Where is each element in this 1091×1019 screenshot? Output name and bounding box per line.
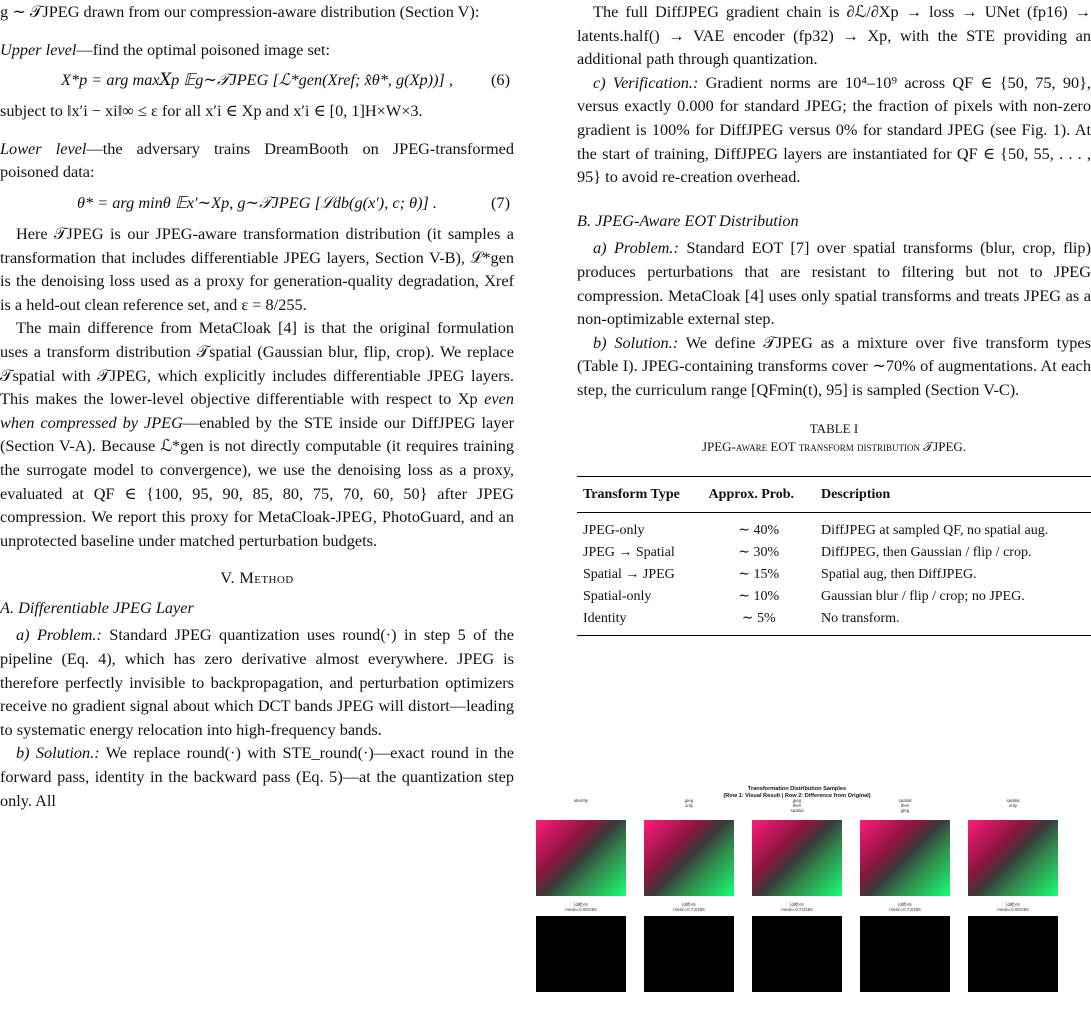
gradient-chain-paragraph: The full DiffJPEG gradient chain is ∂ℒ/∂Xp → loss → UNet (fp16) → latents.half() → VAE encoder (fp32) → Xp, with the STE providing an additional path through quantization.	[577, 2, 1091, 69]
panel-label-bottom: |diff|×5 mean=0.00/255	[997, 902, 1029, 912]
panel-label-top: spatial only	[1006, 798, 1020, 808]
table-cell: DiffJPEG, then Gaussian / flip / crop.	[820, 545, 1032, 561]
panel-label-bottom: |diff|×5 mean=0.74/255	[673, 902, 705, 912]
a-problem-paragraph	[0, 623, 514, 741]
figure-title-line-1: Transformation Distribution Samples	[747, 786, 847, 792]
intro-text: g ∼ 𝒯JPEG drawn from our compression-aware distribution (Section V):	[0, 2, 480, 21]
para2-emphasis: even when compressed by JPEG	[0, 389, 514, 432]
lower-level-text: —the adversary trains DreamBooth on JPEG-transformed poisoned data:	[0, 138, 514, 182]
a-solution-paragraph	[0, 741, 514, 812]
table-row	[577, 513, 1091, 543]
table-row	[577, 564, 1091, 586]
verification-paragraph	[577, 71, 1091, 189]
right-column	[577, 0, 1091, 636]
difference-image	[860, 916, 950, 992]
table-cell: ∼ 5%	[703, 608, 815, 636]
b-problem-paragraph	[577, 236, 1091, 330]
subsection-a-heading: A. Differentiable JPEG Layer	[0, 597, 194, 617]
para2-part-b: —enabled by the STE inside our DiffJPEG layer (Section V-A). Because ℒ*gen is not directly computable (it requires training the surrogate model to convergence), we use the denoising loss as a proxy, evaluated at QF ∈ {100, 95, 90, 85, 80, 75, 70, 60, 50} after JPEG compression. We report this proxy for MetaCloak-JPEG, PhotoGuard, and an unprotected baseline under matched perturbation budgets.	[0, 412, 514, 550]
table-header: Description	[815, 476, 1091, 513]
difference-image	[968, 916, 1058, 992]
table-row	[577, 542, 1091, 564]
table-cell: Spatial → JPEG	[583, 567, 675, 583]
table-header: Approx. Prob.	[703, 476, 815, 513]
lower-level-line	[0, 137, 514, 184]
verification-text: Gradient norms are 10⁴–10⁹ across QF ∈ {50, 75, 90}, versus exactly 0.000 for standard JPEG; the fraction of pixels with non-zero gradient is 100% for DiffJPEG versus 0% for standard JPEG (see Fig. 1). At the start of training, DiffJPEG layers are instantiated for QF ∈ {50, 55, . . . , 95} to avoid re-creation overhead.	[577, 72, 1091, 187]
difference-image	[752, 916, 842, 992]
subject-to-text: subject to ‖x′i − xi‖∞ ≤ ε for all x′i ∈ Xp and x′i ∈ [0, 1]H×W×3.	[0, 101, 423, 121]
equation-7-number: (7)	[491, 193, 510, 213]
table-cell: No transform.	[815, 608, 1091, 636]
equation-6-number: (6)	[491, 70, 510, 90]
panel-label-top: spatial then jpeg	[898, 798, 912, 813]
table-row	[577, 608, 1091, 636]
paragraph-main-difference	[0, 316, 514, 552]
visual-result-image	[536, 820, 626, 896]
table-cell: ∼ 40%	[738, 523, 780, 539]
para2-part-a: The main difference from MetaCloak [4] is that the original formulation uses a transform distribution 𝒯spatial (Gaussian blur, flip, crop). We replace 𝒯spatial with 𝒯JPEG, which explicitly includes differentiable JPEG layers. This makes the lower-level objective differentiable with respect to Xp	[0, 318, 514, 409]
upper-level-text: —find the optimal poisoned image set:	[76, 39, 331, 59]
table-cell: Spatial aug, then DiffJPEG.	[820, 567, 977, 583]
table-cell: ∼ 15%	[738, 567, 780, 583]
table-header: Transform Type	[577, 476, 703, 513]
paragraph-here: Here 𝒯JPEG is our JPEG-aware transformation distribution (it samples a transformation that includes differentiable JPEG layers, Section V-B), ℒ*gen is the denoising loss used as a proxy for generation-quality degradation, Xref is a held-out clean reference set, and ε = 8/255.	[0, 223, 514, 314]
left-column	[0, 0, 514, 812]
table-cell: Gaussian blur / flip / crop; no JPEG.	[820, 589, 1025, 605]
difference-image	[536, 916, 626, 992]
table-cell: JPEG-only	[583, 523, 645, 539]
equation-6-body: X*p = arg max𝑋p 𝔼g∼𝒯JPEG [ℒ*gen(Xref; x̂θ*, g(Xp))] ,	[61, 70, 453, 90]
section-heading-method: V. Method	[220, 568, 294, 588]
table-cell: Spatial-only	[583, 589, 652, 605]
a-problem-text: Standard JPEG quantization uses round(·) in step 5 of the pipeline (Eq. 4), which has zero derivative almost everywhere. JPEG is therefore perfectly invisible to backpropagation, and perturbation optimizers receive no gradient signal about which DCT bands JPEG will distort—leading to systematic energy relocation into high-frequency bands.	[0, 625, 515, 739]
transform-distribution-table	[577, 476, 1091, 637]
a-solution-label: b) Solution.:	[16, 743, 100, 763]
panel-label-top: jpeg then spatial	[790, 798, 804, 813]
visual-result-image	[752, 820, 842, 896]
table-cell: ∼ 10%	[738, 589, 780, 605]
transformation-samples-figure	[536, 786, 1058, 1012]
panel-label-top: identity	[573, 798, 589, 803]
table-cell: JPEG → Spatial	[583, 545, 675, 561]
b-solution-text: We define 𝒯JPEG as a mixture over five transform types (Table I). JPEG-containing transforms cover ∼70% of augmentations. At each step, the curriculum range [QFmin(t), 95] is sampled (Section V-C).	[577, 332, 1091, 399]
a-problem-label: a) Problem.:	[16, 625, 102, 645]
table-row	[577, 586, 1091, 608]
upper-level-line	[0, 38, 514, 62]
table-cell: ∼ 30%	[738, 545, 780, 561]
table-header-row	[577, 476, 1091, 513]
panel-label-bottom: |diff|×5 mean=0.74/255	[781, 902, 813, 912]
b-problem-label: a) Problem.:	[593, 238, 679, 258]
subsection-b-heading: B. JPEG-Aware EOT Distribution	[577, 210, 799, 230]
equation-7-body: θ* = arg minθ 𝔼x′∼Xp, g∼𝒯JPEG [ℒdb(g(x′), c; θ)] .	[77, 193, 437, 213]
panel-label-bottom: |diff|×5 mean=0.74/255	[889, 902, 921, 912]
visual-result-image	[860, 820, 950, 896]
figure-title-line-2: (Row 1: Visual Result | Row 2: Difference from Original)	[723, 792, 871, 799]
difference-image	[644, 916, 734, 992]
b-solution-paragraph	[577, 331, 1091, 402]
visual-result-image	[968, 820, 1058, 896]
table-caption-number: TABLE I	[809, 420, 859, 436]
b-problem-text: Standard EOT [7] over spatial transforms (blur, crop, flip) produces perturbations that are resistant to filtering but not to JPEG compression. MetaCloak [4] uses only spatial transforms and treats JPEG as a non-optimizable external step.	[577, 238, 1091, 329]
equation-7	[0, 184, 514, 222]
verification-label: c) Verification.:	[593, 72, 699, 92]
panel-label-top: jpeg only	[684, 798, 694, 808]
a-solution-text: We replace round(·) with STE_round(·)—exact round in the forward pass, identity in the backward pass (Eq. 5)—at the quantization step only. All	[0, 743, 514, 810]
upper-level-label: Upper level	[0, 39, 77, 59]
visual-result-image	[644, 820, 734, 896]
equation-6	[0, 61, 514, 99]
lower-level-label: Lower level	[0, 138, 87, 158]
b-solution-label: b) Solution.:	[593, 332, 679, 352]
table-caption-title: JPEG-aware EOT transform distribution 𝒯JPEG.	[701, 438, 967, 454]
table-cell: Identity	[577, 608, 703, 636]
table-cell: DiffJPEG at sampled QF, no spatial aug.	[820, 523, 1049, 539]
panel-label-bottom: |diff|×5 mean=0.00/255	[565, 902, 597, 912]
